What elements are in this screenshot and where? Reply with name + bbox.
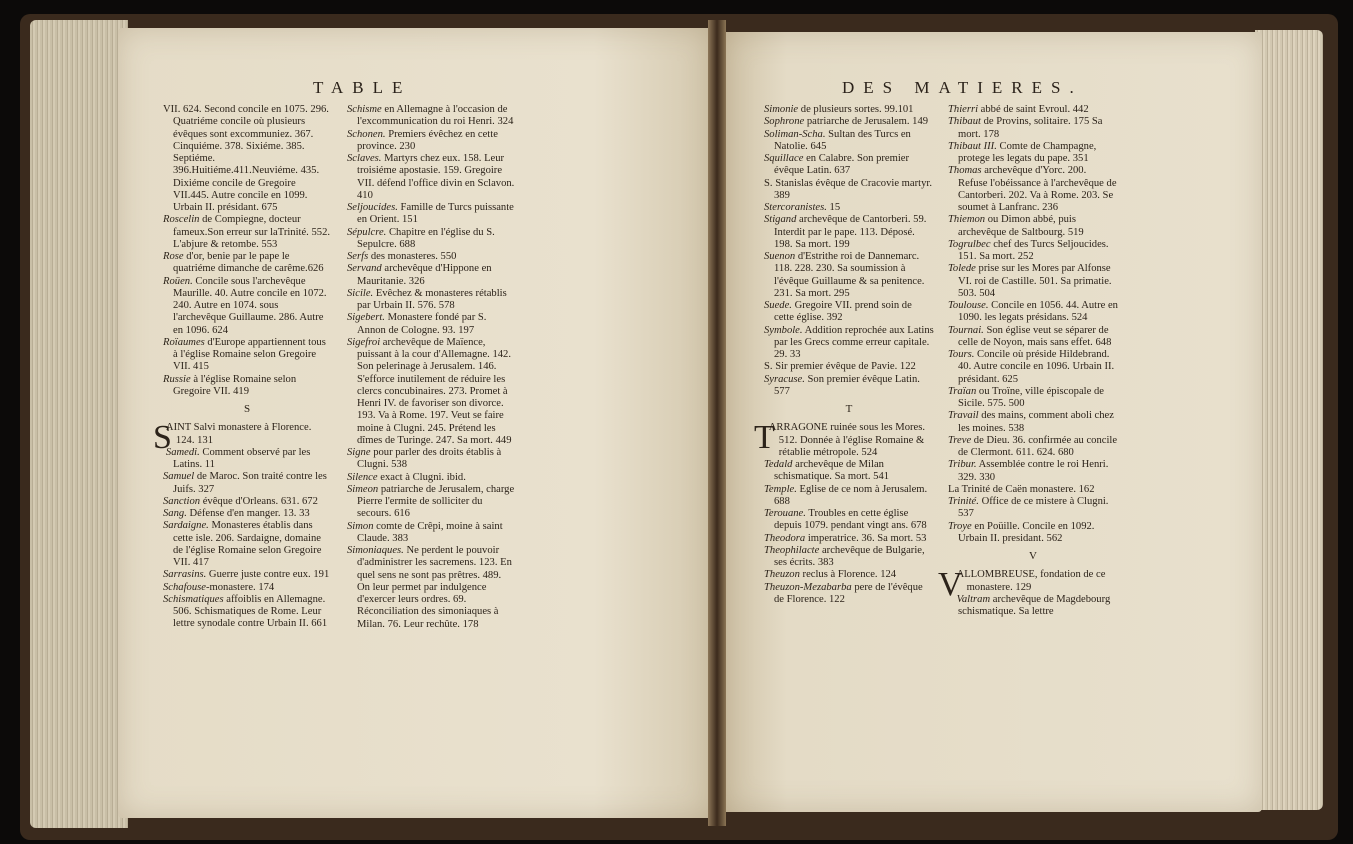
entry-headword: Trinité. [948, 496, 979, 507]
entry-text: archevêque d'Yorc. 200. Refuse l'obéissance à l'archevêque de Cantorberi. 202. Va à Rome. 203. Se soumet à Lanfranc. 236 [958, 165, 1117, 213]
entry-text: Addition reprochée aux Latins par les Grecs comme erreur capitale. 29. 33 [774, 324, 934, 360]
entry-headword: Terouane. [764, 508, 806, 519]
entry-headword: Traïan [948, 385, 977, 397]
index-entry [764, 325, 934, 362]
index-entry [764, 582, 934, 607]
entry-text: Premiers évêchez en cette province. 230 [357, 128, 498, 152]
left-running-header: TABLE [313, 78, 412, 97]
index-entry [764, 484, 934, 509]
entry-text: des mains, comment aboli chez les moines. 538 [958, 410, 1114, 434]
entry-headword: Tours. [948, 349, 975, 360]
entry-text: Concile en 1056. 44. Autre en 1090. les legats présidans. 524 [958, 300, 1118, 324]
index-entry [764, 533, 934, 545]
index-entry [948, 214, 1118, 239]
entry-headword: Sardaigne. [163, 520, 209, 532]
entry-text: archevêque de Milan schismatique. Sa mort. 541 [774, 459, 890, 483]
entry-text: d'Estrithe roi de Dannemarc. 118. 228. 230. Sa soumission à l'évêque Guillaume & sa penitence. 231. Sa mort. 295 [774, 251, 925, 299]
entry-headword: Temple. [764, 483, 797, 495]
entry-text: Chapitre en l'église du S. Sepulcre. 688 [357, 226, 495, 250]
entry-text: d'or, benie par le pape le quatriéme dimanche de carême.626 [173, 251, 324, 275]
index-entry [948, 349, 1118, 386]
entry-headword: Travail [948, 410, 979, 422]
entry-headword: Samuel [163, 471, 195, 483]
entry-text: de Dieu. 36. confirmée au concile de Clermont. 611. 624. 680 [958, 434, 1118, 458]
index-entry [764, 178, 934, 203]
index-entry [347, 153, 515, 202]
index-entry [347, 129, 515, 154]
index-entry [163, 569, 331, 581]
entry-text: Office de ce mistere à Clugni. 537 [958, 496, 1109, 520]
entry-headword: Schafouse [163, 581, 206, 593]
index-entry [764, 251, 934, 300]
entry-text: AINT Salvi monastere à Florence. 124. 131 [165, 422, 312, 446]
entry-headword: Samedi. [165, 446, 200, 458]
entry-headword: Simeon [347, 483, 379, 495]
entry-headword: Thierri [948, 104, 979, 115]
index-entry [764, 545, 934, 570]
entry-headword: Suenon [764, 251, 796, 262]
entry-headword: Squillace [764, 153, 804, 164]
entry-headword: Simonie [764, 104, 799, 115]
entry-headword: Tedald [764, 459, 793, 470]
index-entry [764, 202, 934, 214]
entry-headword: Thibaut III. [948, 140, 997, 152]
entry-text: Evêchez & monasteres rétablis par Urbain II. 576. 578 [357, 287, 507, 311]
entry-headword: Simoniaques. [347, 545, 404, 556]
entry-text: La Trinité de Caën monastere. 162 [948, 483, 1095, 495]
index-entry [948, 104, 1118, 116]
entry-text: ALLOMBREUSE, fondation de ce monastere. 129 [956, 569, 1106, 593]
index-entry [948, 386, 1118, 411]
entry-text: archevêque de Bulgarie, ses écrits. 383 [774, 544, 925, 568]
entry-headword: Syracuse. [764, 373, 805, 385]
entry-text: ARRAGONE ruinée sous les Mores. 512. Donnée à l'église Romaine & rétablie métropole. 524 [768, 422, 926, 458]
entry-text: exact à Clugni. ibid. [377, 471, 466, 483]
index-entry [347, 263, 515, 288]
entry-headword: Suede. [764, 300, 792, 311]
entry-headword: Troye [948, 520, 972, 532]
index-entry [163, 594, 331, 631]
entry-headword: Thomas [948, 165, 982, 177]
index-entry [764, 129, 934, 154]
index-entry [764, 459, 934, 484]
index-entry [347, 472, 515, 484]
entry-headword: Theophilacte [764, 544, 820, 556]
index-entry [163, 447, 331, 472]
entry-text: Eglise de ce nom à Jerusalem. 688 [774, 483, 928, 507]
entry-text: Sultan des Turcs en Natolie. 645 [774, 128, 911, 152]
entry-headword: Servand [347, 263, 382, 275]
index-entry [948, 435, 1118, 460]
entry-text: en Allemagne à l'occasion de l'excommunication du roi Henri. 324 [357, 104, 514, 128]
index-entry [754, 419, 934, 459]
entry-headword: Roïaumes [163, 336, 205, 348]
entry-text: Comte de Champagne, protege les legats du pape. 351 [958, 140, 1097, 164]
entry-headword: Togrulbec [948, 238, 991, 250]
drop-cap: S [153, 419, 172, 457]
index-entry [163, 104, 331, 214]
entry-headword: Sigebert. [347, 312, 385, 324]
index-entry [347, 312, 515, 337]
index-entry [347, 484, 515, 521]
entry-text: archevêque d'Hippone en Mauritanie. 326 [357, 263, 492, 287]
entry-text: des monasteres. 550 [368, 251, 457, 262]
entry-text: Comment observé par les Latins. 11 [173, 446, 311, 470]
entry-text: Monastere fondé par S. Annon de Cologne. 93. 197 [357, 312, 487, 336]
entry-text: Concile sous l'archevêque Maurille. 40. Autre concile en 1072. 240. Autre en 1074. sous l'archevêque Guillaume. 286. Autre en 1096. 624 [173, 275, 327, 336]
section-letter-s: S [243, 403, 251, 415]
index-entry [948, 594, 1118, 619]
index-entry [948, 325, 1118, 350]
index-entry [948, 410, 1118, 435]
entry-headword: Sarrasins. [163, 569, 207, 581]
index-entry [347, 521, 515, 546]
index-entry [347, 447, 515, 472]
index-entry [948, 521, 1118, 546]
entry-text: S. Sir premier évêque de Pavie. 122 [764, 361, 916, 373]
entry-text: abbé de saint Evroul. 442 [978, 104, 1089, 115]
entry-headword: Rose [163, 251, 184, 262]
index-entry [764, 374, 934, 399]
index-entry [163, 496, 331, 508]
index-entry [163, 582, 331, 594]
entry-text: Son église veut se séparer de celle de Noyon, mais sans effet. 648 [958, 324, 1112, 348]
entry-text: Son premier évêque Latin. 577 [774, 373, 920, 397]
index-entry [163, 374, 331, 399]
index-entry [163, 276, 331, 337]
page-edges-left [30, 20, 128, 828]
index-column-2 [347, 104, 515, 631]
index-entry [163, 520, 331, 569]
entry-text: de Maroc. Son traité contre les Juifs. 327 [173, 471, 327, 495]
entry-text: Gregoire VII. prend soin de cette église. 392 [774, 300, 912, 324]
entry-text: imperatrice. 36. Sa mort. 53 [805, 532, 927, 544]
index-entry [764, 116, 934, 128]
entry-headword: Roscelin [163, 214, 200, 226]
entry-headword: Roüen. [163, 275, 193, 287]
index-entry [764, 300, 934, 325]
index-entry [948, 141, 1118, 166]
entry-text: de plusieurs sortes. 99.101 [798, 104, 914, 115]
entry-text: S. Stanislas évêque de Cracovie martyr. 389 [764, 177, 932, 201]
entry-headword: Treve [948, 434, 972, 446]
entry-text: reclus à Florence. 124 [799, 569, 897, 581]
entry-text: pour parler des droits établis à Clugni. 538 [357, 447, 502, 471]
entry-text: Martyrs chez eux. 158. Leur troisiéme apostasie. 159. Gregoire VII. défend l'office divin en Sclavon. 410 [357, 153, 515, 201]
entry-headword: Thibaut [948, 116, 981, 128]
entry-text: à l'église Romaine selon Gregoire VII. 419 [173, 373, 297, 397]
entry-text: Monasteres établis dans cette isle. 206. Sardaigne, domaine de l'église Romaine selon Gregoire VII. 417 [173, 520, 322, 568]
index-entry [163, 214, 331, 251]
entry-text: comte de Crêpi, moine à saint Claude. 383 [357, 520, 503, 544]
entry-text: de Provins, solitaire. 175 Sa mort. 178 [958, 116, 1103, 140]
entry-headword: Tribur. [948, 459, 977, 471]
entry-text: ou Dimon abbé, puis archevêque de Saltbourg. 519 [958, 214, 1084, 238]
entry-text: Ne perdent le pouvoir d'administrer les sacremens. 123. En quel sens ne sont pas prêtres. 489. On leur permet par indulgence d'exercer leurs ordres. 69. Réconciliation des simoniaques à Milan. 76. Leur rechûte. 178 [357, 545, 512, 630]
index-entry [948, 165, 1118, 214]
entry-text: prise sur les Mores par Alfonse VI. roi de Castille. 501. Sa primatie. 503. 504 [958, 263, 1112, 299]
entry-headword: Soliman-Scha. [764, 128, 826, 140]
index-entry [163, 337, 331, 374]
entry-headword: Simon [347, 520, 374, 532]
entry-text: chef des Turcs Seljoucides. 151. Sa mort. 252 [958, 238, 1109, 262]
entry-headword: Serfs [347, 251, 369, 262]
index-entry [347, 227, 515, 252]
index-entry [948, 459, 1118, 484]
entry-headword: Toulouse. [948, 300, 989, 311]
entry-headword: Tournai. [948, 324, 984, 336]
entry-text: Assemblée contre le roi Henri. 329. 330 [958, 459, 1109, 483]
entry-text: VII. 624. Second concile en 1075. 296. Quatriéme concile où plusieurs évêques sont excommuniez. 367. Cinquiéme. 378. Sixiéme. 385. Septiéme. 396.Huitiéme.411.Neuviéme. 435. Dixiéme concile de Gregoire VII.445. Autre concile en 1099. Urbain II. présidant. 675 [163, 104, 329, 213]
index-entry [347, 288, 515, 313]
entry-headword: Stercoranistes. [764, 202, 827, 213]
index-entry [163, 471, 331, 496]
entry-headword: Sanction [163, 495, 201, 507]
entry-headword: Theodora [764, 532, 806, 544]
drop-cap: V [938, 566, 963, 604]
entry-headword: Sigefroi [347, 336, 381, 348]
entry-headword: Sépulcre. [347, 226, 387, 238]
entry-headword: Schisme [347, 104, 382, 115]
entry-headword: Signe [347, 447, 371, 458]
index-entry [948, 263, 1118, 300]
entry-text: affoiblis en Allemagne. 506. Schismatiques de Rome. Leur lettre synodale contre Urbain II. 661 [173, 593, 328, 630]
section-letter-v: V [1029, 550, 1037, 562]
entry-headword: Theuzon [764, 569, 800, 581]
entry-headword: Valtram [956, 593, 991, 605]
entry-text: évêque d'Orleans. 631. 672 [200, 495, 318, 507]
index-column-3 [754, 104, 934, 606]
entry-text: archevêque de Maïence, puissant à la cour d'Allemagne. 142. Son pelerinage à Jerusalem. 146. S'efforce inutilement de réduire les clercs concubinaires. 273. Promet à Henri IV. de favoriser son divorce. 193. Va à Rome. 197. Veut se faire moine à Clugni. 245. Prétend les dîmes de Turinge. 247. Sa mort. 449 [357, 336, 512, 446]
entry-headword: Sang. [163, 508, 187, 519]
index-column-1 [153, 104, 331, 631]
index-entry [347, 251, 515, 263]
entry-text: en Calabre. Son premier évêque Latin. 637 [774, 153, 910, 177]
entry-text: Défense d'en manger. 13. 33 [186, 508, 310, 519]
entry-headword: Thiemon [948, 214, 986, 226]
index-entry [948, 496, 1118, 521]
entry-headword: Russie [163, 373, 191, 385]
book-gutter [708, 20, 726, 826]
entry-text: Famille de Turcs puissante en Orient. 151 [357, 202, 514, 226]
index-entry [948, 239, 1118, 264]
right-running-header: DES MATIERES. [842, 78, 1083, 97]
index-entry [764, 361, 934, 373]
entry-text: ou Troïne, ville épiscopale de Sicile. 575. 500 [958, 385, 1104, 409]
entry-text: Concile où préside Hildebrand. 40. Autre concile en 1096. Urbain II. présidant. 625 [958, 349, 1115, 385]
index-entry [764, 153, 934, 178]
entry-text: d'Europe appartiennent tous à l'église Romaine selon Gregoire VII. 415 [173, 336, 326, 373]
entry-text: patriarche de Jerusalem. 149 [804, 116, 929, 128]
entry-headword: Seljoucides. [347, 202, 398, 213]
index-column-4 [938, 104, 1118, 618]
entry-text: de Compiegne, docteur fameux.Son erreur sur laTrinité. 552. L'abjure & retombe. 553 [173, 214, 331, 250]
entry-headword: Sophrone [764, 116, 805, 128]
entry-headword: Theuzon-Mezabarba [764, 581, 852, 593]
entry-headword: Silence [347, 471, 378, 483]
index-entry [764, 508, 934, 533]
index-entry [163, 508, 331, 520]
entry-text: Troubles en cette église depuis 1079. pendant vingt ans. 678 [774, 508, 927, 532]
entry-headword: Schonen. [347, 128, 386, 140]
entry-headword: Tolede [948, 263, 976, 275]
entry-text: en Poüille. Concile en 1092. Urbain II. presidant. 562 [958, 520, 1095, 544]
index-entry [764, 569, 934, 581]
entry-headword: Sicile. [347, 287, 374, 299]
section-letter-t: T [845, 403, 853, 415]
index-entry [163, 251, 331, 276]
index-entry [347, 337, 515, 447]
index-entry [948, 484, 1118, 496]
entry-headword: Symbole. [764, 324, 803, 336]
index-entry [347, 104, 515, 129]
entry-text: Guerre juste contre eux. 191 [206, 569, 330, 581]
entry-headword: Schismatiques [163, 593, 224, 605]
drop-cap: T [754, 419, 775, 457]
entry-headword: Stigand [764, 214, 797, 226]
entry-text: patriarche de Jerusalem, charge Pierre l'ermite de solliciter du secours. 616 [357, 483, 515, 520]
entry-text: 15 [826, 202, 841, 213]
index-entry [948, 116, 1118, 141]
entry-headword: Sclaves. [347, 153, 382, 164]
entry-text: archevêque de Cantorberi. 59. Interdit par le pape. 113. Déposé. 198. Sa mort. 199 [774, 214, 927, 250]
page-edges-right [1255, 30, 1323, 810]
index-entry [764, 214, 934, 251]
index-entry [948, 300, 1118, 325]
index-entry [764, 104, 934, 116]
index-entry [347, 545, 515, 631]
entry-text: archevêque de Magdebourg schismatique. Sa lettre [958, 593, 1111, 617]
index-entry [347, 202, 515, 227]
entry-text: -monastere. 174 [205, 581, 275, 593]
entry-text: pere de l'évêque de Florence. 122 [774, 581, 923, 605]
